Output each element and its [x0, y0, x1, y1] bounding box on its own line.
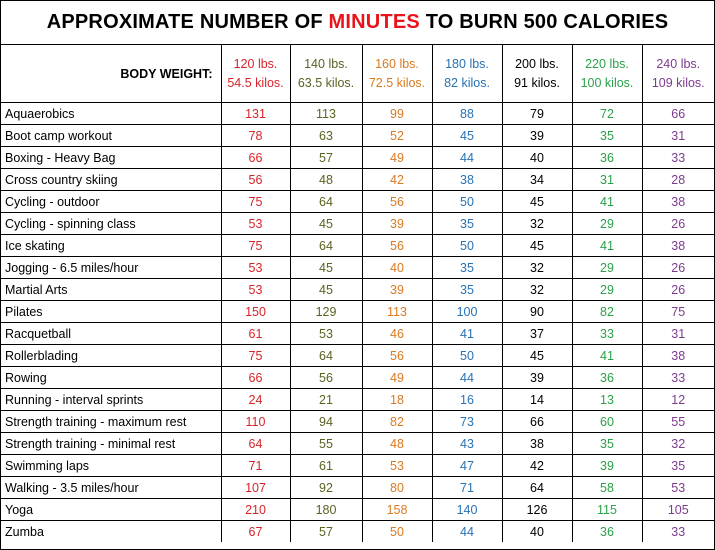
minutes-value: 56	[362, 235, 432, 257]
activity-name: Aquaerobics	[1, 103, 221, 125]
minutes-value: 126	[502, 499, 572, 521]
table-row	[1, 499, 714, 521]
minutes-value: 60	[572, 411, 642, 433]
table-row	[1, 389, 714, 411]
table-row	[1, 191, 714, 213]
minutes-value: 29	[572, 257, 642, 279]
table-row	[1, 103, 714, 125]
minutes-value: 13	[572, 389, 642, 411]
activity-name: Jogging - 6.5 miles/hour	[1, 257, 221, 279]
weight-kg: 82 kilos.	[444, 75, 490, 90]
table-row	[1, 345, 714, 367]
minutes-value: 38	[642, 235, 714, 257]
minutes-value: 26	[642, 257, 714, 279]
minutes-value: 32	[502, 257, 572, 279]
table-row	[1, 323, 714, 345]
minutes-value: 113	[290, 103, 362, 125]
table-row	[1, 213, 714, 235]
table-row	[1, 521, 714, 543]
minutes-value: 61	[290, 455, 362, 477]
minutes-value: 38	[642, 345, 714, 367]
weight-lbs: 240 lbs.	[656, 56, 701, 71]
minutes-value: 33	[572, 323, 642, 345]
minutes-value: 46	[362, 323, 432, 345]
weight-kg: 100 kilos.	[580, 75, 634, 90]
minutes-value: 53	[362, 455, 432, 477]
minutes-value: 48	[290, 169, 362, 191]
weight-header-2	[362, 45, 432, 103]
weight-header-6	[642, 45, 714, 103]
table-row	[1, 169, 714, 191]
minutes-value: 38	[502, 433, 572, 455]
minutes-table	[1, 45, 714, 542]
minutes-value: 33	[642, 367, 714, 389]
activity-name: Cycling - spinning class	[1, 213, 221, 235]
minutes-value: 56	[221, 169, 290, 191]
table-row	[1, 257, 714, 279]
minutes-value: 67	[221, 521, 290, 543]
table-row	[1, 455, 714, 477]
minutes-value: 35	[432, 279, 502, 301]
minutes-value: 35	[432, 213, 502, 235]
minutes-value: 16	[432, 389, 502, 411]
minutes-value: 180	[290, 499, 362, 521]
minutes-value: 82	[362, 411, 432, 433]
table-row	[1, 433, 714, 455]
minutes-value: 44	[432, 147, 502, 169]
weight-header-1	[290, 45, 362, 103]
minutes-value: 26	[642, 213, 714, 235]
minutes-value: 129	[290, 301, 362, 323]
minutes-value: 58	[572, 477, 642, 499]
minutes-value: 34	[502, 169, 572, 191]
minutes-value: 33	[642, 521, 714, 543]
table-row	[1, 301, 714, 323]
minutes-value: 75	[221, 235, 290, 257]
minutes-value: 41	[572, 345, 642, 367]
minutes-value: 18	[362, 389, 432, 411]
minutes-value: 39	[502, 367, 572, 389]
minutes-value: 73	[432, 411, 502, 433]
minutes-value: 14	[502, 389, 572, 411]
weight-header-4	[502, 45, 572, 103]
minutes-value: 35	[572, 433, 642, 455]
minutes-value: 64	[290, 235, 362, 257]
minutes-value: 41	[432, 323, 502, 345]
activity-name: Racquetball	[1, 323, 221, 345]
minutes-value: 92	[290, 477, 362, 499]
minutes-value: 12	[642, 389, 714, 411]
body-weight-label: BODY WEIGHT:	[1, 45, 221, 103]
minutes-value: 45	[290, 279, 362, 301]
minutes-value: 32	[642, 433, 714, 455]
minutes-value: 36	[572, 367, 642, 389]
minutes-value: 140	[432, 499, 502, 521]
minutes-value: 39	[362, 279, 432, 301]
minutes-value: 99	[362, 103, 432, 125]
minutes-value: 158	[362, 499, 432, 521]
minutes-value: 35	[432, 257, 502, 279]
minutes-value: 72	[572, 103, 642, 125]
minutes-value: 90	[502, 301, 572, 323]
activity-name: Boxing - Heavy Bag	[1, 147, 221, 169]
minutes-value: 55	[290, 433, 362, 455]
minutes-value: 42	[362, 169, 432, 191]
minutes-value: 150	[221, 301, 290, 323]
minutes-value: 41	[572, 235, 642, 257]
minutes-value: 49	[362, 367, 432, 389]
activity-name: Cross country skiing	[1, 169, 221, 191]
minutes-value: 56	[362, 345, 432, 367]
minutes-value: 100	[432, 301, 502, 323]
minutes-value: 32	[502, 279, 572, 301]
minutes-value: 45	[502, 191, 572, 213]
minutes-value: 42	[502, 455, 572, 477]
activity-name: Strength training - maximum rest	[1, 411, 221, 433]
weight-kg: 91 kilos.	[514, 75, 560, 90]
minutes-value: 39	[572, 455, 642, 477]
minutes-value: 21	[290, 389, 362, 411]
table-row	[1, 411, 714, 433]
minutes-value: 71	[221, 455, 290, 477]
minutes-value: 64	[221, 433, 290, 455]
minutes-value: 82	[572, 301, 642, 323]
weight-kg: 109 kilos.	[651, 75, 705, 90]
minutes-value: 131	[221, 103, 290, 125]
minutes-value: 115	[572, 499, 642, 521]
page-title	[1, 1, 714, 45]
minutes-value: 45	[432, 125, 502, 147]
activity-name: Swimming laps	[1, 455, 221, 477]
minutes-value: 64	[290, 345, 362, 367]
minutes-value: 41	[572, 191, 642, 213]
minutes-value: 53	[221, 257, 290, 279]
minutes-value: 56	[290, 367, 362, 389]
minutes-value: 28	[642, 169, 714, 191]
table-row	[1, 279, 714, 301]
minutes-value: 53	[221, 213, 290, 235]
weight-lbs: 180 lbs.	[445, 56, 489, 71]
activity-name: Rowing	[1, 367, 221, 389]
minutes-value: 40	[362, 257, 432, 279]
minutes-value: 210	[221, 499, 290, 521]
weight-lbs: 160 lbs.	[375, 56, 419, 71]
minutes-value: 66	[221, 147, 290, 169]
minutes-value: 37	[502, 323, 572, 345]
weight-lbs: 120 lbs.	[233, 56, 278, 71]
minutes-value: 63	[290, 125, 362, 147]
minutes-value: 107	[221, 477, 290, 499]
minutes-value: 75	[221, 191, 290, 213]
minutes-value: 39	[502, 125, 572, 147]
weight-lbs: 220 lbs.	[585, 56, 629, 71]
minutes-value: 38	[432, 169, 502, 191]
minutes-value: 31	[642, 323, 714, 345]
activity-name: Cycling - outdoor	[1, 191, 221, 213]
table-row	[1, 367, 714, 389]
minutes-value: 39	[362, 213, 432, 235]
minutes-value: 26	[642, 279, 714, 301]
minutes-value: 88	[432, 103, 502, 125]
minutes-value: 75	[221, 345, 290, 367]
activity-name: Walking - 3.5 miles/hour	[1, 477, 221, 499]
minutes-value: 40	[502, 147, 572, 169]
title-prefix: APPROXIMATE NUMBER OF	[46, 11, 323, 33]
minutes-value: 66	[221, 367, 290, 389]
minutes-value: 44	[432, 521, 502, 543]
minutes-value: 50	[432, 191, 502, 213]
minutes-value: 31	[642, 125, 714, 147]
minutes-value: 47	[432, 455, 502, 477]
header-row	[1, 45, 714, 103]
minutes-value: 31	[572, 169, 642, 191]
minutes-value: 64	[290, 191, 362, 213]
minutes-value: 113	[362, 301, 432, 323]
minutes-value: 50	[362, 521, 432, 543]
minutes-value: 50	[432, 345, 502, 367]
weight-kg: 72.5 kilos.	[368, 75, 426, 90]
minutes-value: 94	[290, 411, 362, 433]
minutes-value: 75	[642, 301, 714, 323]
title-suffix: TO BURN 500 CALORIES	[425, 11, 669, 33]
minutes-value: 105	[642, 499, 714, 521]
table-row	[1, 125, 714, 147]
activity-name: Yoga	[1, 499, 221, 521]
minutes-value: 38	[642, 191, 714, 213]
minutes-value: 45	[502, 345, 572, 367]
weight-header-5	[572, 45, 642, 103]
minutes-value: 80	[362, 477, 432, 499]
activity-name: Running - interval sprints	[1, 389, 221, 411]
minutes-value: 45	[502, 235, 572, 257]
minutes-value: 61	[221, 323, 290, 345]
weight-lbs: 140 lbs.	[304, 56, 348, 71]
minutes-value: 36	[572, 521, 642, 543]
weight-kg: 54.5 kilos.	[227, 75, 284, 90]
minutes-value: 24	[221, 389, 290, 411]
minutes-value: 35	[642, 455, 714, 477]
minutes-value: 33	[642, 147, 714, 169]
minutes-value: 110	[221, 411, 290, 433]
minutes-value: 53	[221, 279, 290, 301]
minutes-value: 78	[221, 125, 290, 147]
title-highlight: MINUTES	[328, 11, 420, 33]
minutes-value: 49	[362, 147, 432, 169]
table-row	[1, 477, 714, 499]
minutes-value: 79	[502, 103, 572, 125]
minutes-value: 36	[572, 147, 642, 169]
minutes-value: 48	[362, 433, 432, 455]
minutes-value: 66	[642, 103, 714, 125]
minutes-value: 66	[502, 411, 572, 433]
minutes-value: 35	[572, 125, 642, 147]
minutes-value: 29	[572, 213, 642, 235]
minutes-value: 52	[362, 125, 432, 147]
minutes-value: 32	[502, 213, 572, 235]
activity-name: Zumba	[1, 521, 221, 543]
activity-name: Ice skating	[1, 235, 221, 257]
minutes-value: 64	[502, 477, 572, 499]
minutes-value: 56	[362, 191, 432, 213]
activity-name: Strength training - minimal rest	[1, 433, 221, 455]
minutes-value: 71	[432, 477, 502, 499]
minutes-value: 29	[572, 279, 642, 301]
minutes-value: 53	[642, 477, 714, 499]
minutes-value: 45	[290, 257, 362, 279]
minutes-value: 57	[290, 521, 362, 543]
weight-header-0	[221, 45, 290, 103]
minutes-value: 57	[290, 147, 362, 169]
minutes-value: 43	[432, 433, 502, 455]
minutes-value: 40	[502, 521, 572, 543]
table-row	[1, 147, 714, 169]
weight-lbs: 200 lbs.	[515, 56, 559, 71]
activity-name: Pilates	[1, 301, 221, 323]
activity-name: Martial Arts	[1, 279, 221, 301]
minutes-value: 50	[432, 235, 502, 257]
table-row	[1, 235, 714, 257]
weight-kg: 63.5 kilos.	[297, 75, 355, 90]
activity-name: Boot camp workout	[1, 125, 221, 147]
minutes-value: 55	[642, 411, 714, 433]
weight-header-3	[432, 45, 502, 103]
activity-name: Rollerblading	[1, 345, 221, 367]
minutes-value: 45	[290, 213, 362, 235]
minutes-value: 44	[432, 367, 502, 389]
minutes-value: 53	[290, 323, 362, 345]
